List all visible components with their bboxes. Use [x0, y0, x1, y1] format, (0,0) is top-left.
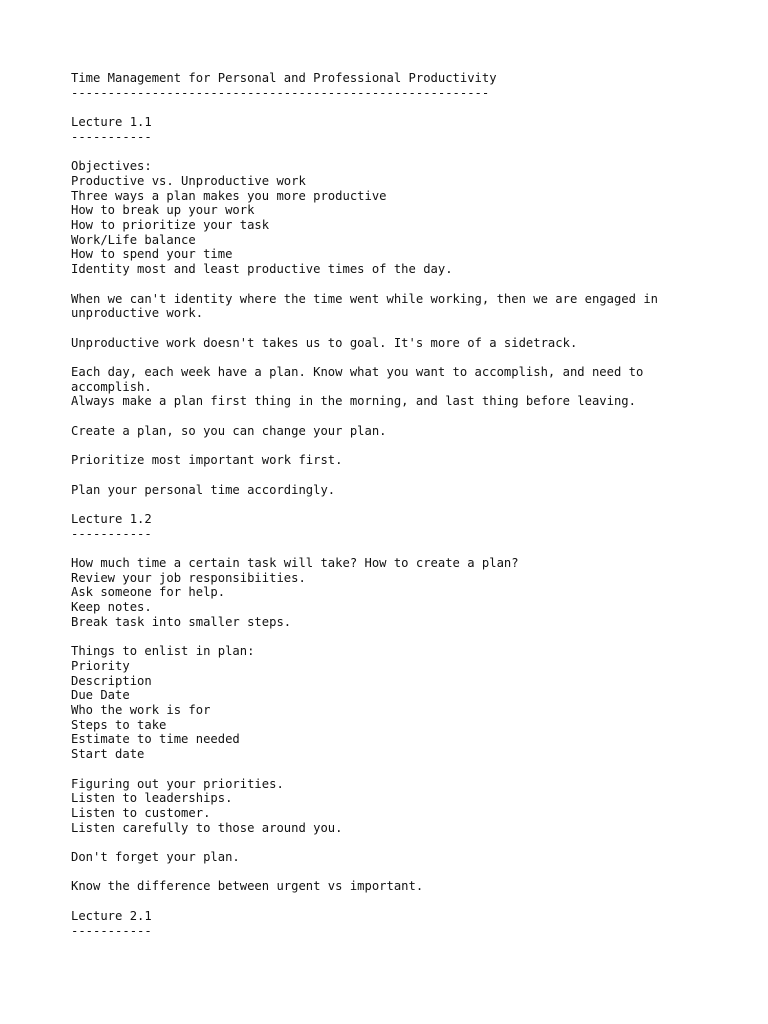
objective-item: How to prioritize your task: [71, 218, 270, 232]
text-line: Keep notes.: [71, 600, 152, 615]
objective-item: Identity most and least productive times of the day.: [71, 262, 453, 277]
spacer: [71, 541, 751, 556]
spacer: [71, 894, 751, 909]
section-underline: -----------: [71, 923, 152, 938]
spacer: [71, 145, 751, 160]
spacer: [71, 865, 751, 880]
text-line: Always make a plan first thing in the morning, and last thing before leaving.: [71, 394, 636, 409]
plan-list-item: Due Date: [71, 688, 130, 703]
spacer: [71, 762, 751, 777]
spacer: [71, 835, 751, 850]
plan-list-label: Things to enlist in plan:: [71, 644, 255, 659]
document-page: [71, 71, 751, 938]
spacer: [71, 468, 751, 483]
text-line: Know the difference between urgent vs important.: [71, 879, 424, 894]
section-heading: Lecture 1.2: [71, 511, 152, 526]
text-line: Unproductive work doesn't takes us to goal. It's more of a sidetrack.: [71, 335, 578, 350]
text-line: Break task into smaller steps.: [71, 614, 292, 629]
objective-item: How to spend your time: [71, 247, 233, 262]
plan-list-item: Start date: [71, 747, 145, 762]
text-line: Plan your personal time accordingly.: [71, 482, 336, 497]
text-line: Listen to leaderships.: [71, 791, 233, 806]
spacer: [71, 438, 751, 453]
title-underline: ---------------------------------------------------------: [71, 85, 490, 100]
text-line: Review your job responsibiities.: [71, 570, 306, 585]
objective-item: How to break up your work: [71, 203, 255, 218]
text-line: unproductive work.: [71, 306, 204, 321]
spacer: [71, 497, 751, 512]
text-line: Prioritize most important work first.: [71, 453, 343, 468]
spacer: [71, 409, 751, 424]
plan-list-item: Estimate to time needed: [71, 732, 240, 747]
plan-list-item: Priority: [71, 658, 130, 673]
document-title: Time Management for Personal and Professional Productivity: [71, 71, 497, 85]
plan-list-item: Who the work is for: [71, 703, 211, 718]
text-line: Each day, each week have a plan. Know what you want to accomplish, and need to: [71, 364, 644, 379]
plan-list-item: Description: [71, 673, 152, 688]
objective-item: Work/Life balance: [71, 232, 196, 247]
text-line: Don't forget your plan.: [71, 850, 240, 865]
spacer: [71, 350, 751, 365]
text-line: accomplish.: [71, 379, 152, 394]
objective-item: Productive vs. Unproductive work: [71, 173, 306, 188]
plan-list-item: Steps to take: [71, 717, 167, 732]
text-line: Figuring out your priorities.: [71, 776, 284, 791]
spacer: [71, 630, 751, 645]
text-line: Create a plan, so you can change your plan.: [71, 423, 387, 438]
spacer: [71, 277, 751, 292]
section-underline: -----------: [71, 526, 152, 541]
text-line: Listen to customer.: [71, 805, 211, 820]
section-underline: -----------: [71, 129, 152, 144]
spacer: [71, 321, 751, 336]
text-line: Ask someone for help.: [71, 585, 226, 600]
objective-item: Three ways a plan makes you more productive: [71, 188, 387, 203]
section-heading: Lecture 1.1: [71, 115, 152, 130]
section-heading: Lecture 2.1: [71, 908, 152, 923]
text-line: When we can't identity where the time went while working, then we are engaged in: [71, 291, 658, 306]
text-line: How much time a certain task will take? How to create a plan?: [71, 556, 519, 571]
text-line: Listen carefully to those around you.: [71, 820, 343, 835]
spacer: [71, 100, 751, 115]
objectives-label: Objectives:: [71, 159, 152, 174]
